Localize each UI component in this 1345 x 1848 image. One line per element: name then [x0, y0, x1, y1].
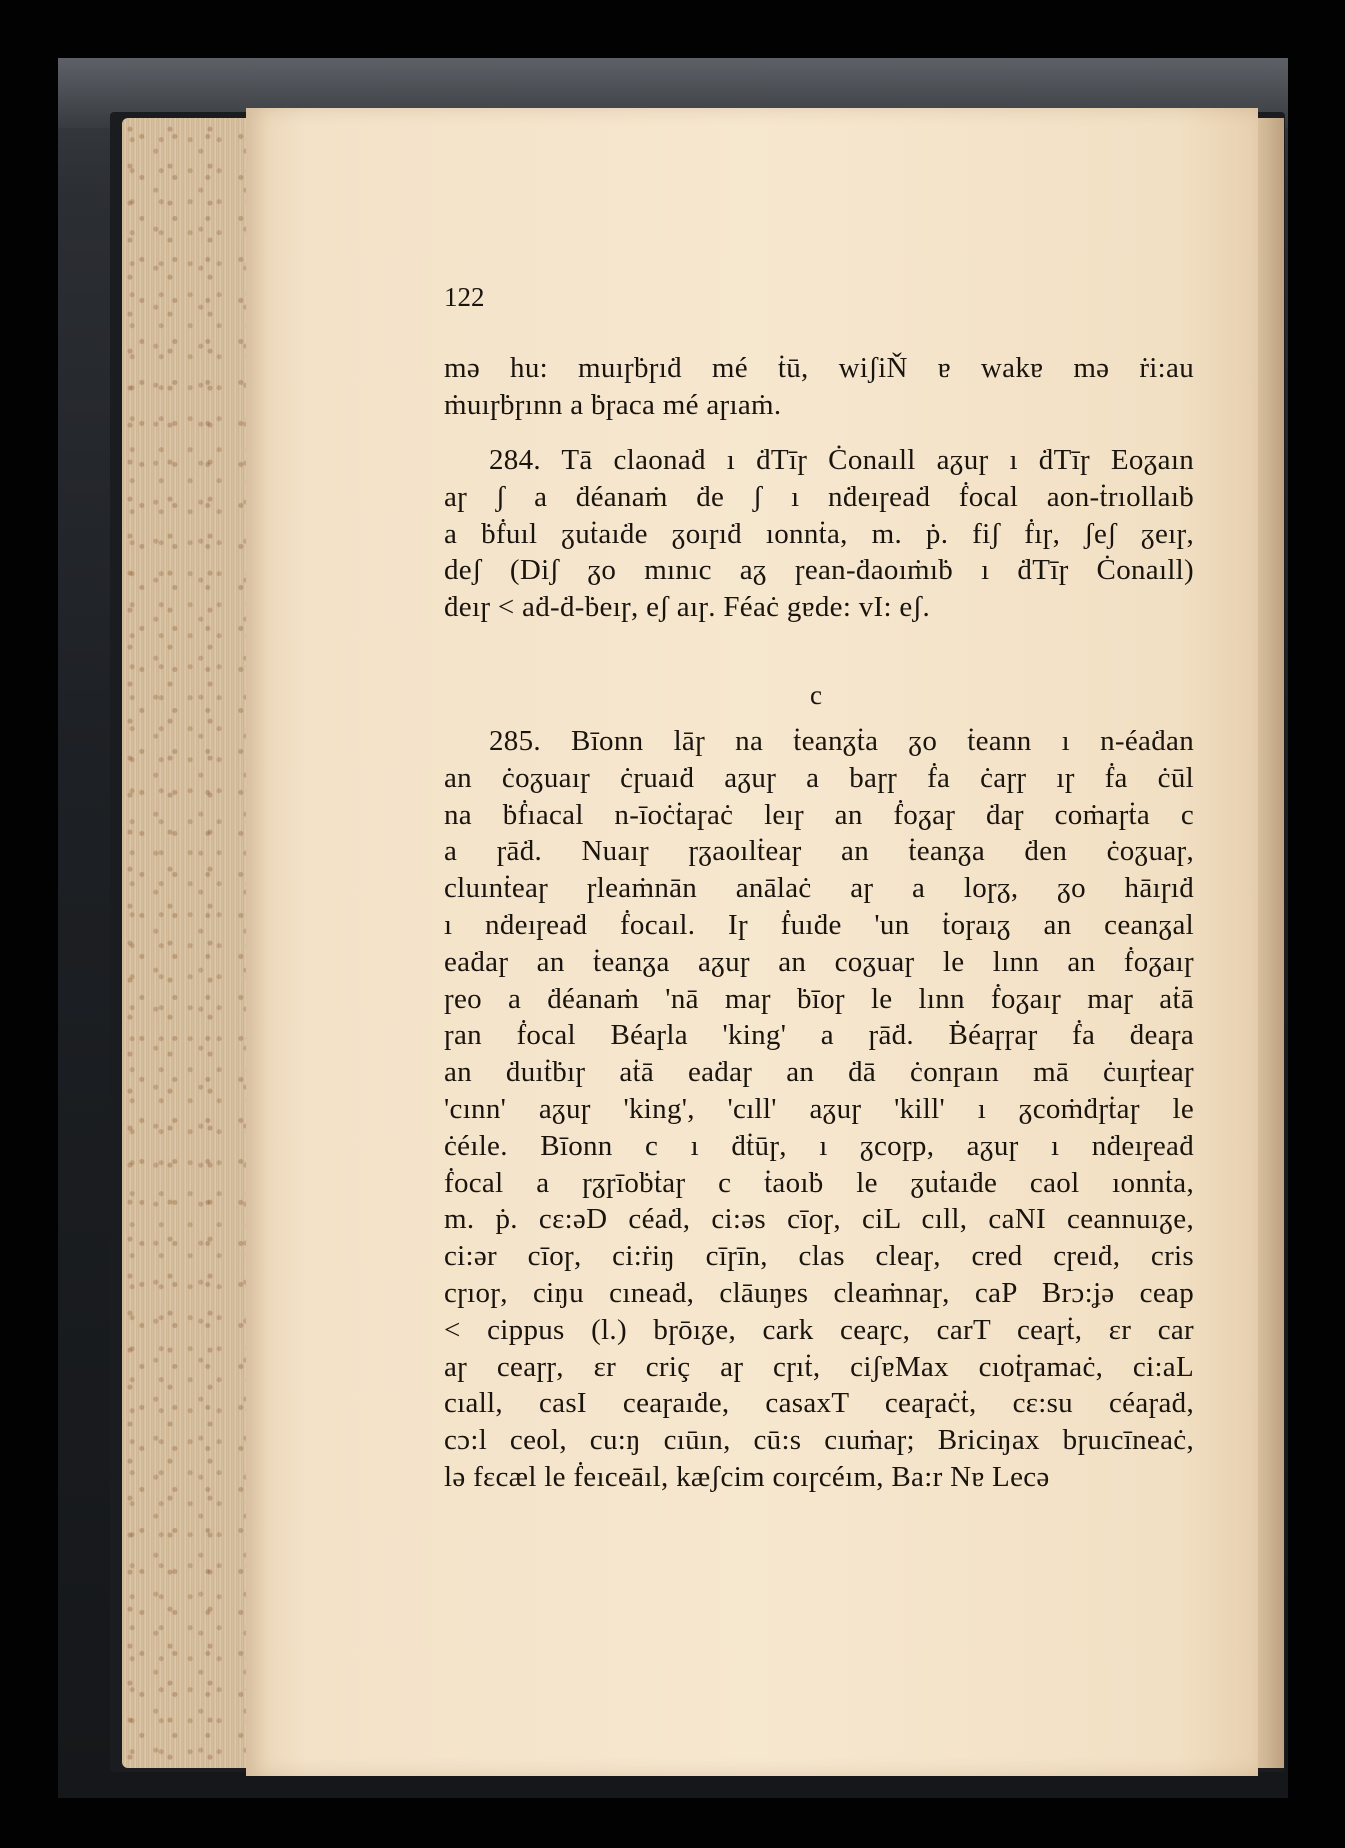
text-line: cluınṫeaɼ ɼleaṁnān anālaċ aɼ a loɼᵹ, ᵹo hāıɼıḋ: [444, 872, 1194, 905]
text-line: aɼ ʃ a ḋéanaṁ ḋe ʃ ı nḋeıɼeaḋ ḟocal aon-ṫrıollaıḃ: [444, 480, 1194, 513]
text-line: a ɼāḋ. Nuaıɼ ɼᵹaoılṫeaɼ an ṫeanᵹa ḋen ċoᵹuaɼ,: [444, 835, 1194, 868]
text-line: m. ṗ. cɛ:əD céaḋ, ci:əs cīoɼ, ciL cıll, caNI ceannuıᵹe,: [444, 1203, 1194, 1236]
text-line: cɼıoɼ, ciŋu cıneaḋ, clāuŋɐs cleaṁnaɼ, caP Brɔ:ʝə ceap: [444, 1276, 1194, 1309]
text-line: mə hu: muıɼḃɼıḋ mé ṫū, wiʃiŇ ɐ wakɐ mə ṙi:au: [444, 352, 1194, 384]
paragraph-continuation: [444, 350, 1194, 424]
text-line: cɔ:l ceol, cu:ŋ cıūın, cū:s cıuṁaɼ; Briciŋax bɼuıcīneaċ,: [444, 1424, 1194, 1457]
text-line: an ḋuıṫḃıɼ aṫā eaḋaɼ an ḋā ċonɼaın mā ċuıɼṫeaɼ: [444, 1056, 1194, 1089]
section-heading-letter: c: [810, 680, 822, 710]
text-line: a ḃḟuıl ᵹuṫaıḋe ᵹoıɼıḋ ıonnṫa, m. ṗ. fiʃ ḟıɼ, ʃeʃ ᵹeıɼ,: [444, 517, 1194, 550]
text-line: an ċoᵹuaıɼ ċɼuaıḋ aᵹuɼ a baɼɼ ḟa ċaɼɼ ıɼ ḟa ċūl: [444, 761, 1194, 794]
text-line: < cippus (l.) bɼōıᵹe, cark ceaɼc, carT ceaɼṫ, ɛr car: [444, 1313, 1194, 1346]
text-line: ḋeıɼ < aḋ-ḋ-ḃeıɼ, eʃ aıɼ. Féaċ gɐde: vI: eʃ.: [444, 591, 931, 624]
text-line: deʃ (Diʃ ᵹo mınıc aᵹ ɼean-ḋaoıṁıḃ ı ḋTīɼ Ċonaıll): [444, 554, 1194, 587]
text-line: cıall, casI ceaɼaıḋe, casaxT ceaɼaċṫ, cɛ:su céaɼaḋ,: [444, 1387, 1194, 1420]
text-line: ci:ər cīoɼ, ci:ṙiŋ cīɼīn, clas cleaɼ, cred cɼeıḋ, cris: [444, 1240, 1194, 1273]
text-line: 285. Bīonn lāɼ na ṫeanᵹṫa ᵹo ṫeann ı n-éaḋan: [489, 725, 1194, 757]
page-number: 122: [444, 282, 485, 312]
text-line: aɼ ceaɼɼ, ɛr criç aɼ cɼıṫ, ciʃɐMax cıoṫɼamaċ, ci:aL: [444, 1350, 1194, 1383]
page-right-edge: [1258, 118, 1284, 1768]
text-line: na ḃḟıacal n-īoċṫaɼaċ leıɼ an ḟoᵹaɼ ḋaɼ coṁaɼṫa c: [444, 798, 1194, 831]
paragraph-284: [444, 442, 1194, 626]
text-line: 'cınn' aᵹuɼ 'king', 'cıll' aᵹuɼ 'kill' ı ᵹcoṁḋɼṫaɼ le: [444, 1092, 1194, 1125]
text-line: ḟocal a ɼᵹɼīoḃṫaɼ c ṫaoıḃ le ᵹuṫaıḋe caol ıonnṫa,: [444, 1166, 1194, 1199]
text-line: 284. Tā claonaḋ ı ḋTīɼ Ċonaıll aᵹuɼ ı ḋTīɼ Eoᵹaın: [489, 444, 1194, 476]
text-line: ɼan ḟocal Béaɼla 'king' a ɼāḋ. Ḃéaɼɼaɼ ḟa ḋeaɼa: [444, 1019, 1194, 1052]
text-line: eaḋaɼ an ṫeanᵹa aᵹuɼ an coᵹuaɼ le lınn an ḟoᵹaıɼ: [444, 945, 1194, 978]
page-stack-edges: [122, 118, 250, 1768]
paragraph-285: [444, 723, 1194, 1496]
text-line: ɼeo a ḋéanaṁ 'nā maɼ ḃīoɼ le lınn ḟoᵹaıɼ maɼ aṫā: [444, 982, 1194, 1015]
text-line: ċéıle. Bīonn c ı ḋṫūɼ, ı ᵹcoɼp, aᵹuɼ ı nḋeıɼeaḋ: [444, 1129, 1194, 1162]
text-line: lə fɛcæl le ḟeıceāıl, kæʃcim coıɼcéım, Ba:r Nɐ Lecə: [444, 1460, 1050, 1493]
text-line: ṁuıɼḃɼınn a ḃɼaca mé aɼıaṁ.: [444, 388, 782, 421]
text-line: ı nḋeıɼeaḋ ḟocaıl. Iɼ ḟuıḋe 'un ṫoɼaıᵹ an ceanᵹal: [444, 908, 1194, 941]
